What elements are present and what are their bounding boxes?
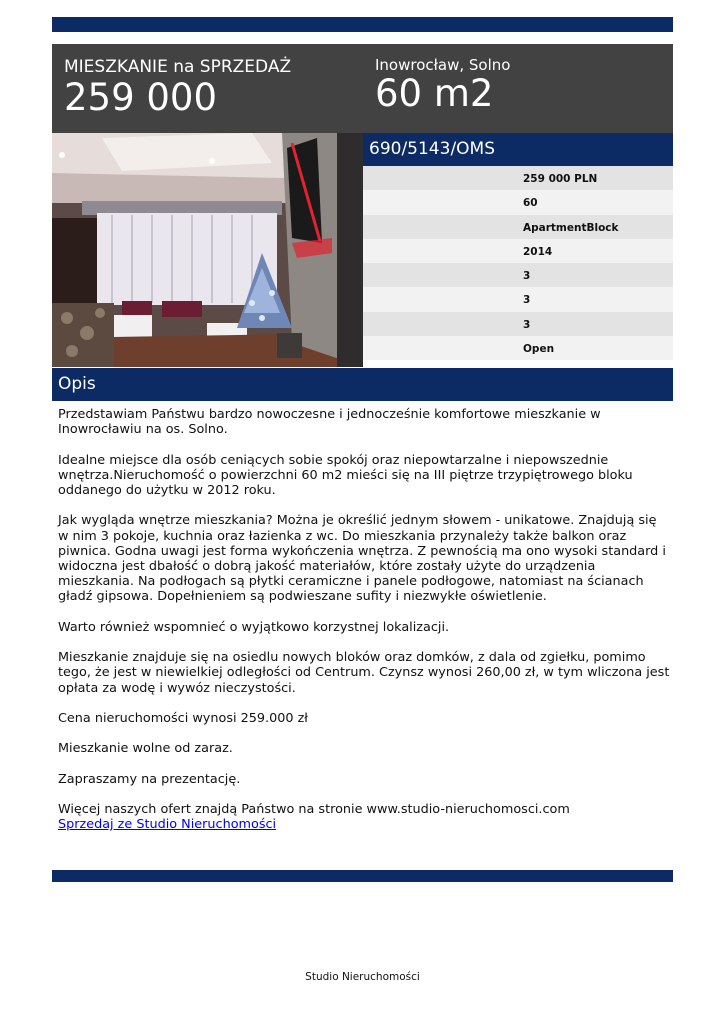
detail-value: 2014 [523,245,553,258]
detail-value: 259 000 PLN [523,173,598,185]
top-accent-bar [52,17,673,32]
reference-number-bar [363,133,673,166]
details-row [363,239,673,263]
description-heading-bar [52,368,673,401]
details-row [363,312,673,336]
listing-header [52,44,673,133]
listing-area: 60 m2 [375,72,494,115]
details-row [363,166,673,190]
details-row [363,215,673,239]
listing-price: 259 000 [64,76,218,119]
detail-value: ApartmentBlock [523,221,619,234]
footer-text: Studio Nieruchomości [305,971,420,983]
details-row [363,287,673,311]
description-paragraph: Idealne miejsce dla osób ceniących sobie spokój oraz niepowtarzalne i niepowszednie wnętrza.Nieruchomość o powierzchni 60 m2 mieści się na III piętrze trzypiętrowego bloku oddanego do użytku w 2012 roku. [58,452,633,498]
description-paragraph: Cena nieruchomości wynosi 259.000 zł [58,710,308,726]
description-paragraph: Przedstawiam Państwu bardzo nowoczesne i jednocześnie komfortowe mieszkanie w Inowrocławiu na os. Solno. [58,407,601,438]
detail-value: 60 [523,197,538,210]
description-paragraph: Warto również wspomnieć o wyjątkowo korzystnej lokalizacji. [58,619,450,635]
description-closing: Więcej naszych ofert znajdą Państwo na stronie www.studio-nieruchomosci.com [58,802,570,818]
detail-value: Open [523,343,555,356]
description-paragraph: Mieszkanie wolne od zaraz. [58,741,233,757]
detail-value: 3 [523,294,531,307]
description-paragraph: Zapraszamy na prezentację. [58,771,241,787]
studio-link[interactable]: Sprzedaj ze Studio Nieruchomości [58,817,277,833]
details-table [363,166,673,360]
description-paragraph: Mieszkanie znajduje się na osiedlu nowych bloków oraz domków, z dala od zgiełku, pomimo tego, że jest w niewielkiej odległości od Centrum. Czynsz wynosi 260,00 zł, w tym wliczona jest opłata za wodę i wywóz nieczystości. [58,650,670,696]
reference-number: 690/5143/OMS [369,139,496,159]
description-body [58,407,670,833]
listing-location: Inowrocław, Solno [375,56,511,74]
detail-value: 3 [523,270,531,283]
details-row [363,263,673,287]
listing-type: MIESZKANIE na SPRZEDAŻ [64,57,292,77]
detail-value: 3 [523,318,531,331]
apartment-photo [52,133,363,367]
description-paragraph: Jak wygląda wnętrze mieszkania? Można je określić jednym słowem - unikatowe. Znajdują się w nim 3 pokoje, kuchnia oraz łazienka z wc. Do mieszkania przynależy także balkon oraz piwnica. Godna uwagi jest forma wykończenia wnętrza. Z pewnością ma ono wysoki standard i widoczna jest dbałość o dobrą jakość materiałów, które zostały użyte do urządzenia mieszkania. Na podłogach są płytki ceramiczne i panele podłogowe, natomiast na ścianach gładź gipsowa. Dopełnieniem są podwieszane sufity i niezwykłe oświetlenie. [58,513,666,605]
details-row [363,190,673,214]
description-heading: Opis [58,374,96,394]
details-row [363,336,673,360]
bottom-accent-bar [52,870,673,882]
